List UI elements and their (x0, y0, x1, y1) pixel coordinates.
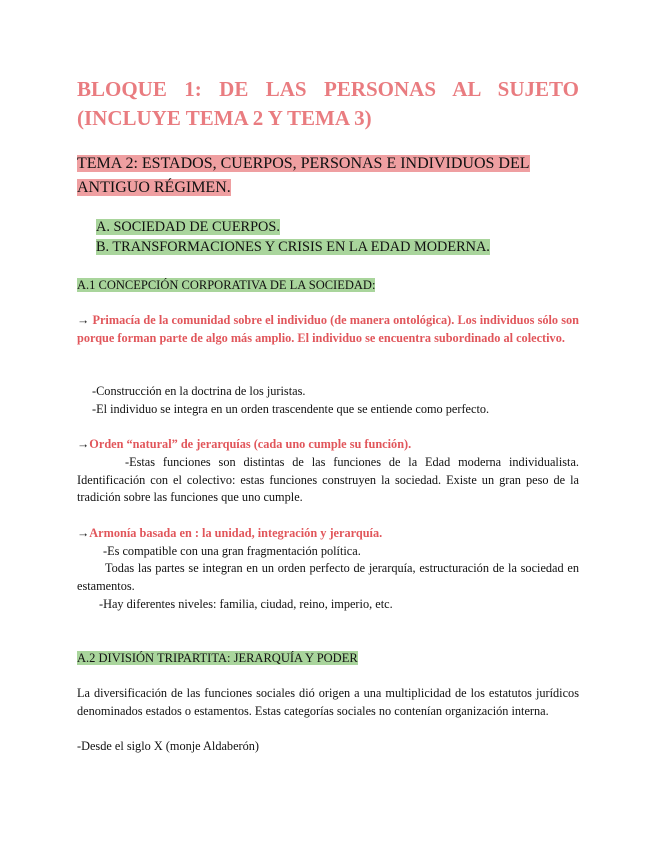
list-item: -Construcción en la doctrina de los juristas. (92, 384, 306, 398)
outline-list (96, 217, 576, 257)
section-a2-item: -Desde el siglo X (monje Aldaberón) (77, 739, 260, 753)
list-item: -El individuo se integra en un orden trascendente que se entiende como perfecto. (92, 401, 490, 416)
point-armonia-text: Armonía basada en : la unidad, integración y jerarquía. (89, 526, 383, 540)
point-armonia-item1: -Es compatible con una gran fragmentación política. (103, 544, 361, 558)
point-primacia-text: Primacía de la comunidad sobre el individuo (de manera ontológica). Los individuos sólo son porque forman parte de algo más amplio. El individuo se encuentra subordinado al colectivo. (77, 313, 579, 345)
document-title: BLOQUE 1: DE LAS PERSONAS AL SUJETO (INCLUYE TEMA 2 Y TEMA 3) (77, 77, 579, 130)
point-primacia (77, 312, 579, 347)
point-primacia-items (77, 383, 579, 418)
arrow-icon: → (77, 526, 90, 540)
point-orden (77, 436, 579, 454)
tema-heading-text: TEMA 2: ESTADOS, CUERPOS, PERSONAS E INDIVIDUOS DEL ANTIGUO RÉGIMEN. (77, 155, 530, 196)
point-armonia-item2: Todas las partes se integran en un orden perfecto de jerarquía, estructuración de la sociedad en estamentos. (77, 561, 579, 593)
section-a1-heading: A.1 CONCEPCIÓN CORPORATIVA DE LA SOCIEDAD: (77, 278, 376, 292)
tema-heading (77, 152, 579, 200)
section-a2-body: La diversificación de las funciones sociales dió origen a una multiplicidad de los estatutos jurídicos denominados estados o estamentos. Estas categorías sociales no contenían organización interna. (77, 686, 579, 718)
arrow-icon: → (77, 313, 90, 327)
point-armonia (77, 525, 579, 543)
point-armonia-item3: -Hay diferentes niveles: familia, ciudad, reino, imperio, etc. (99, 597, 393, 611)
outline-item-a: A. SOCIEDAD DE CUERPOS. (96, 219, 280, 235)
point-orden-text: Orden “natural” de jerarquías (cada uno cumple su función). (89, 437, 412, 451)
arrow-icon: → (77, 437, 90, 451)
section-a2-heading: A.2 DIVISIÓN TRIPARTITA: JERARQUÍA Y PODER (77, 651, 358, 665)
point-orden-body: -Estas funciones son distintas de las funciones de la Edad moderna individualista. Identificación con el colectivo: estas funciones construyen la sociedad. Existe un gran peso de la tradición sobre las funciones que uno cumple. (77, 455, 579, 504)
outline-item-b: B. TRANSFORMACIONES Y CRISIS EN LA EDAD MODERNA. (96, 239, 490, 255)
